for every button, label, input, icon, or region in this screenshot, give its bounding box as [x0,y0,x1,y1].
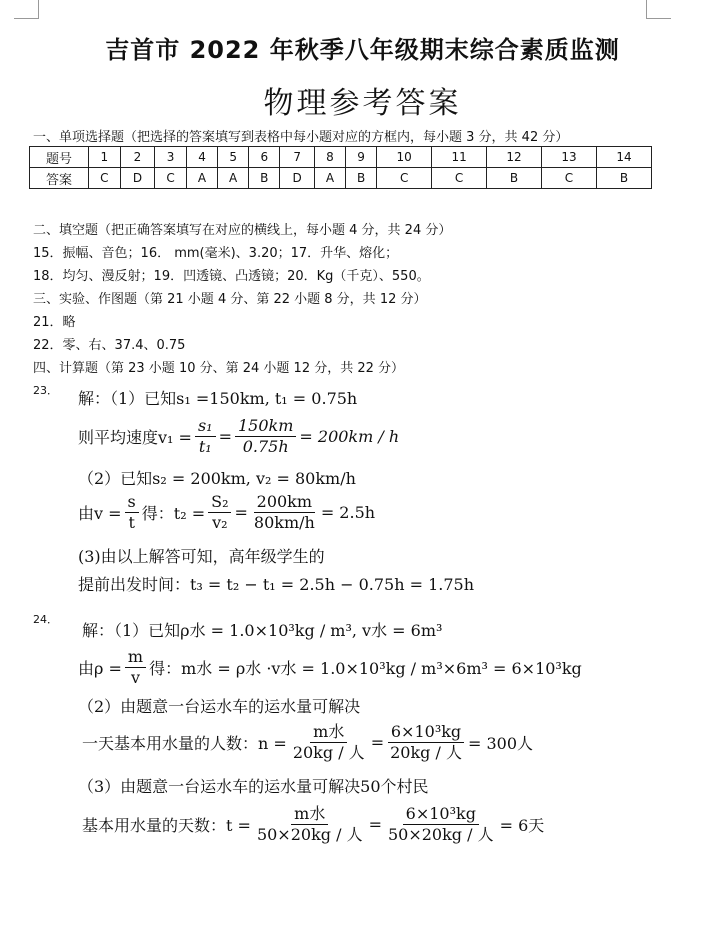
section2-heading: 二、填空题（把正确答案填写在对应的横线上，每小题 4 分，共 24 分） [33,223,452,238]
q23-line-2: 则平均速度v₁ = $\frac{\text{s₁}}{\text{t₁}}$ = $\frac{150km}{0.75h}$ = 200km / h [78,416,400,456]
question-number-cell: 7 [280,147,315,168]
q23-line-2-result: = 200km / h [299,427,400,446]
fraction [290,722,368,763]
answer-cell: C [155,168,187,189]
denominator: 20kg / 人 [390,743,462,762]
denominator: 20kg / 人 [292,743,365,762]
answer-table [29,146,652,189]
answer-cell: A [218,168,249,189]
question-number-cell: 8 [314,147,345,168]
numerator: 6×10³kg [403,804,479,825]
crop-mark-right [646,0,671,19]
answer-cell: C [542,168,597,189]
denominator: v [130,668,141,687]
q24-line-6-result: = 6天 [499,816,545,835]
numerator: 150km [235,416,296,437]
numerator: m [125,647,146,668]
question-number-cell: 4 [186,147,217,168]
numerator: s [125,492,139,513]
fill-answer-line-1: 15．振幅、音色；16． mm(毫米)、3.20；17．升华、熔化； [33,246,399,261]
numerator: 200km [254,492,315,513]
q23-line-4: 由v = $\frac{s}{t}$ 得：t₂ = $\frac{\text{S₂}}{\text{v₂}}$ = $\frac{200km}{80km/h}$ = 2.5h [78,492,376,532]
denominator: 0.75h [242,437,289,456]
section1-heading: 一、单项选择题（把选择的答案填写到表格中每小题对应的方框内，每小题 3 分，共 42 分） [33,130,569,145]
row-label-number: 题号 [30,147,89,168]
answer-cell: B [346,168,377,189]
q24-line-4-prefix: 一天基本用水量的人数：n = [82,734,287,753]
q24-line-6: 基本用水量的天数：t = $\frac{\text{m水}}{\text{50×20kg / 人}}$ = $\frac{\text{6×10³kg}}{\text{50×20kg / 人}}$ = 6天 [82,804,545,844]
document-title: 吉首市 2022 年秋季八年级期末综合素质监测 [105,36,620,64]
numerator: s₁ [195,416,216,437]
fraction [387,722,465,763]
q24-line-2-prefix: 由ρ = [78,659,122,678]
q24-line-2-result: 得：m水 = ρ水 ·v水 = 1.0×10³kg / m³×6m³ = 6×10³kg [149,659,582,678]
q23-number: 23． [33,384,58,397]
q24-line-3: （2）由题意一台运水车的运水量可解决 [78,697,361,716]
table-row-answers [30,168,652,189]
q23-line-4-prefix: 由v = [78,504,122,523]
denominator: 50×20kg / 人 [387,825,494,844]
question-number-cell: 13 [542,147,597,168]
fraction [195,416,216,457]
q23-line-5: (3)由以上解答可知，高年级学生的 [78,547,325,566]
numerator: 6×10³kg [388,722,464,743]
fraction [251,492,318,533]
q23-line-3: （2）已知s₂ = 200km, v₂ = 80km/h [78,469,356,488]
fraction [254,804,366,845]
answer-cell: A [186,168,217,189]
fill-answer-line-2: 18．均匀、漫反射；19．凹透镜、凸透镜；20．Kg（千克）、550。 [33,269,430,284]
q23-line-4-result: = 2.5h [320,503,376,522]
section4-heading: 四、计算题（第 23 小题 10 分、第 24 小题 12 分，共 22 分） [33,361,405,376]
q24-line-5: （3）由题意一台运水车的运水量可解决50个村民 [78,777,429,796]
answer-cell: D [120,168,155,189]
q23-line-6: 提前出发时间：t₃ = t₂ − t₁ = 2.5h − 0.75h = 1.75h [78,575,475,594]
numerator: m水 [310,722,347,743]
denominator: t₁ [198,437,212,456]
denominator: t [128,513,135,532]
q24-line-1: 解：（1）已知ρ水 = 1.0×10³kg / m³, v水 = 6m³ [82,621,443,640]
q22-answer: 22．零、右、37.4、0.75 [33,338,186,353]
answer-cell: A [314,168,345,189]
q23-line-2-prefix: 则平均速度v₁ = [78,428,192,447]
answer-cell: C [432,168,487,189]
crop-mark-left [14,0,39,19]
q24-line-4: 一天基本用水量的人数：n = $\frac{\text{m水}}{\text{20kg / 人}}$ = $\frac{\text{6×10³kg}}{\text{20kg / 人}}$ = 300人 [82,722,534,762]
q24-number: 24． [33,613,58,626]
answer-cell: B [487,168,542,189]
answer-cell: C [89,168,121,189]
denominator: v₂ [212,513,228,532]
q23-line-1: 解：（1）已知s₁ =150km, t₁ = 0.75h [78,389,358,408]
q21-answer: 21．略 [33,315,76,330]
numerator: m水 [291,804,328,825]
table-row-numbers [30,147,652,168]
answer-cell: B [249,168,280,189]
fraction [125,492,139,533]
fraction [125,647,146,688]
question-number-cell: 3 [155,147,187,168]
answer-cell: D [280,168,315,189]
q24-line-4-result: = 300人 [467,734,534,753]
question-number-cell: 5 [218,147,249,168]
question-number-cell: 9 [346,147,377,168]
question-number-cell: 11 [432,147,487,168]
row-label-answer: 答案 [30,168,89,189]
question-number-cell: 6 [249,147,280,168]
question-number-cell: 12 [487,147,542,168]
q23-line-4-mid: 得：t₂ = [141,504,206,523]
answer-cell: C [377,168,432,189]
fraction [208,492,231,533]
fraction [385,804,497,845]
fraction [235,416,296,457]
document-subtitle: 物理参考答案 [263,86,462,121]
denominator: 80km/h [253,513,315,532]
q24-line-6-prefix: 基本用水量的天数：t = [82,816,251,835]
denominator: 50×20kg / 人 [256,825,363,844]
question-number-cell: 10 [377,147,432,168]
question-number-cell: 14 [596,147,651,168]
answer-cell: B [596,168,651,189]
question-number-cell: 1 [89,147,121,168]
section3-heading: 三、实验、作图题（第 21 小题 4 分、第 22 小题 8 分，共 12 分） [33,292,427,307]
q24-line-2 [78,647,582,688]
numerator: S₂ [208,492,231,513]
question-number-cell: 2 [120,147,155,168]
